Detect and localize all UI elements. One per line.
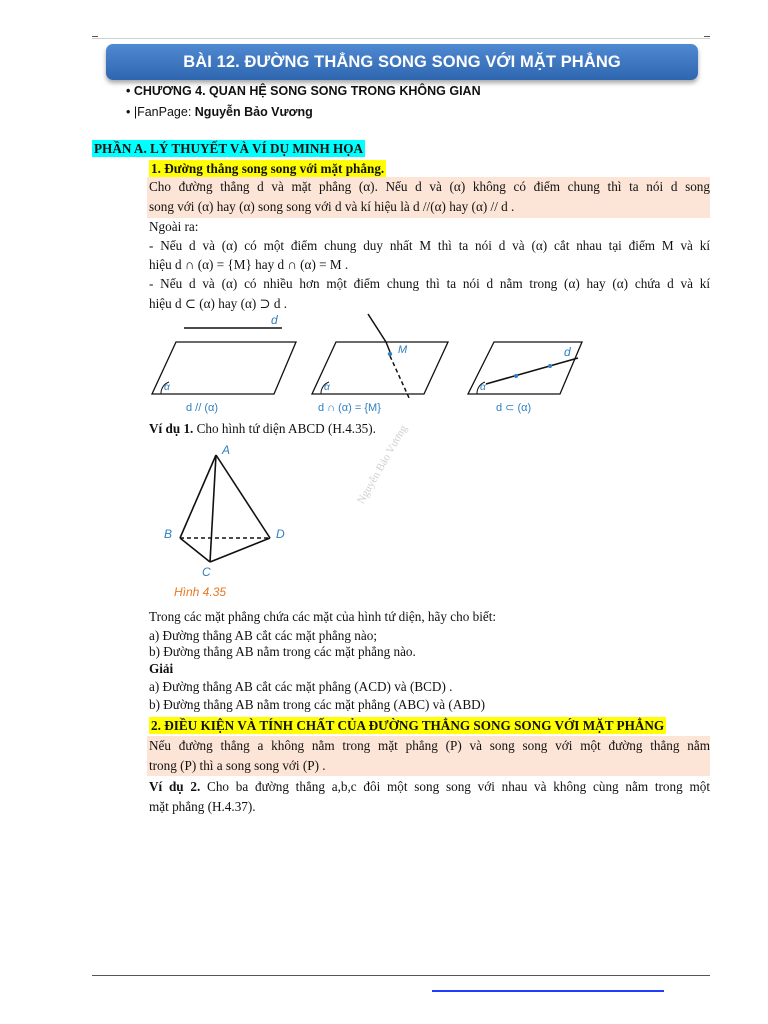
footer-link-underline[interactable] [432,990,664,992]
definition-line-2: song với (α) hay (α) song song với d và kí hiệu là d //(α) hay (α) // d . [149,199,515,214]
figure-parallel [152,313,296,414]
header-rule [92,38,710,39]
header-tick-right [704,36,710,37]
part2-heading: 2. ĐIỀU KIỆN VÀ TÍNH CHẤT CỦA ĐƯỜNG THẲNG SONG SONG VỚI MẶT PHẲNG [151,718,665,733]
fanpage-prefix: • |FanPage: [126,105,195,119]
fanpage-name: Nguyễn Bảo Vương [194,105,313,119]
case1-line-2: hiệu d ∩ (α) = {M} hay d ∩ (α) = M . [149,257,349,272]
example2-line-1 [149,777,710,797]
fig1-caption: d // (α) [186,402,219,414]
definition-line-1: Cho đường thẳng d và mặt phẳng (α). Nếu d và (α) không có điểm chung thì ta nói d song [149,179,710,194]
fig2-caption: d ∩ (α) = {M} [318,402,381,414]
example1-intro [149,419,710,439]
footer-rule [92,975,710,976]
header-tick-left [92,36,98,37]
case2-line-2: hiệu d ⊂ (α) hay (α) ⊃ d . [149,296,288,311]
solution-b: b) Đường thẳng AB nằm trong các mặt phẳng (ABC) và (ABD) [149,697,486,712]
figure-4-35-caption: Hình 4.35 [174,585,227,599]
fig3-line-label: d [564,345,571,359]
figure-intersect [312,314,448,414]
example1-question: Trong các mặt phẳng chứa các mặt của hình tứ diện, hãy cho biết: [149,609,497,624]
example1-label: Ví dụ 1. [149,421,194,436]
line-plane-figures [146,312,586,418]
example2-label: Ví dụ 2. [149,779,201,794]
vertex-a-label: A [222,443,231,457]
fanpage-line [126,105,313,119]
example1-question-b: b) Đường thẳng AB nằm trong các mặt phẳng nào. [149,644,416,659]
vertex-c-label: C [202,565,211,579]
vertex-d-label: D [276,527,285,541]
vertex-b-label: B [164,527,173,541]
fig1-line-label: d [271,313,278,327]
fig3-caption: d ⊂ (α) [496,402,532,414]
example1-question-a: a) Đường thẳng AB cắt các mặt phẳng nào; [149,628,377,643]
watermark: Nguyễn Bảo Vương [355,423,410,506]
part1-heading: 1. Đường thẳng song song với mặt phẳng. [151,161,385,176]
ngoai-ra-label: Ngoài ra: [149,219,199,234]
fig3-plane-label: α [480,382,486,393]
theorem-line-2: trong (P) thì a song song với (P) . [149,758,326,773]
example1-text: Cho hình tứ diện ABCD (H.4.35). [193,421,376,436]
case2-line-1: - Nếu d và (α) có nhiều hơn một điểm chung thì ta nói d nằm trong (α) hay (α) chứa d và kí [149,276,710,291]
figure-contained [468,342,582,414]
tetrahedron-figure [160,440,300,605]
fig2-plane-label: α [324,382,330,393]
solution-label: Giải [149,661,174,676]
section-a-heading: PHẦN A. LÝ THUYẾT VÀ VÍ DỤ MINH HỌA [94,141,364,156]
lesson-title-banner: BÀI 12. ĐƯỜNG THẲNG SONG SONG VỚI MẶT PHẲNG [106,44,698,80]
fig1-plane-label: α [164,382,170,393]
fig2-point-label: M [398,344,408,356]
solution-a: a) Đường thẳng AB cắt các mặt phẳng (ACD) và (BCD) . [149,679,453,694]
theorem-line-1: Nếu đường thẳng a không nằm trong mặt phẳng (P) và song song với một đường thẳng nằm [149,738,710,753]
chapter-line: • CHƯƠNG 4. QUAN HỆ SONG SONG TRONG KHÔNG GIAN [126,84,481,98]
example2-text: Cho ba đường thẳng a,b,c đôi một song song với nhau và không cùng nằm trong một [200,779,710,794]
example2-line-2: mặt phẳng (H.4.37). [149,799,256,814]
case1-line-1: - Nếu d và (α) có một điểm chung duy nhất M thì ta nói d và (α) cắt nhau tại điểm M và kí [149,238,710,253]
